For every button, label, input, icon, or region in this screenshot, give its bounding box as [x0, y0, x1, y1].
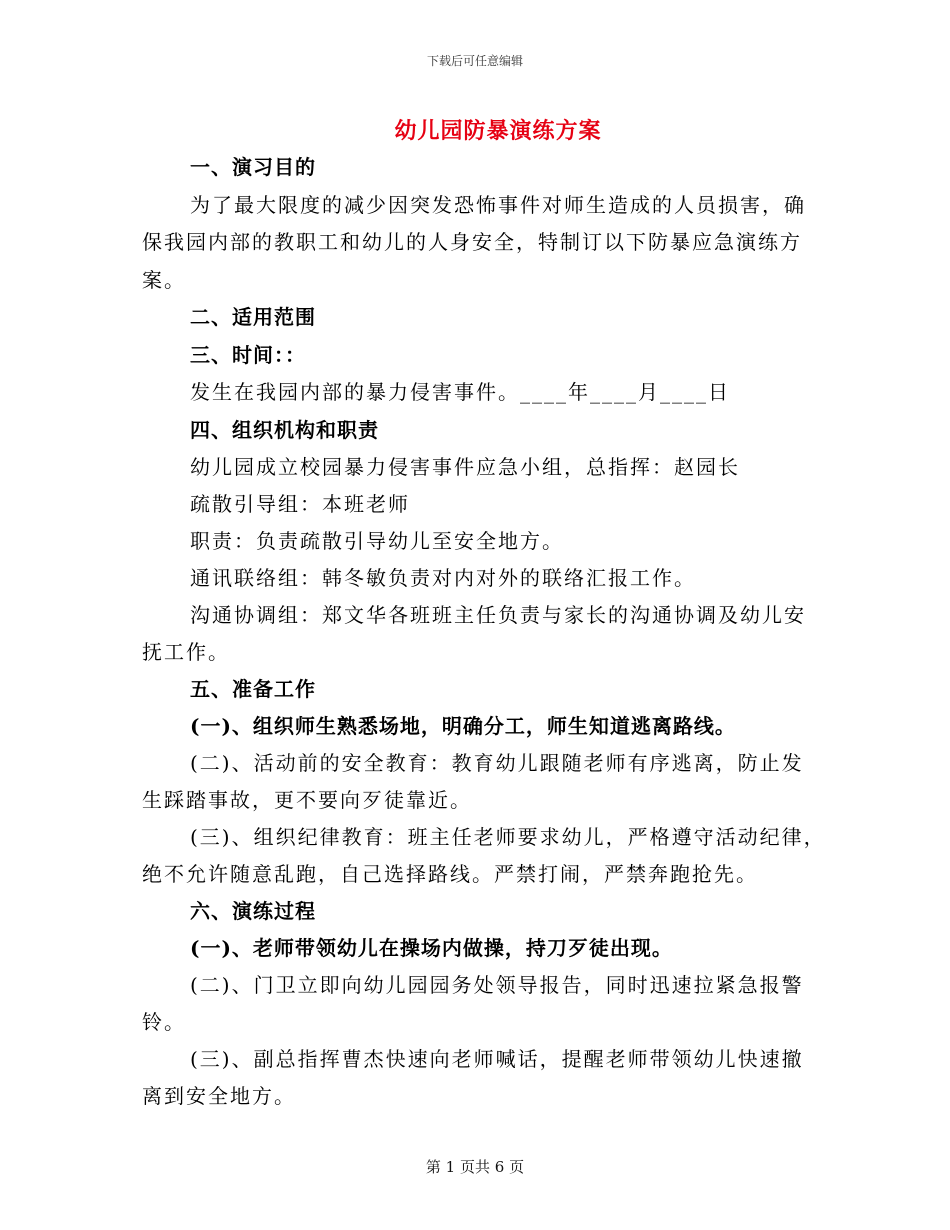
paragraph-line: 生踩踏事故，更不要向歹徒靠近。: [142, 788, 472, 812]
paragraph-line: 通讯联络组：韩冬敏负责对内对外的联络汇报工作。: [190, 566, 696, 590]
paragraph-line: 疏散引导组：本班老师: [190, 492, 410, 516]
paragraph-line: 沟通协调组：郑文华各班班主任负责与家长的沟通协调及幼儿安: [190, 603, 806, 627]
paragraph-line: 幼儿园成立校园暴力侵害事件应急小组，总指挥：赵园长: [190, 455, 740, 479]
section-heading: 六、演练过程: [190, 899, 316, 923]
paragraph-line: (二)、门卫立即向幼儿园园务处领导报告，同时迅速拉紧急报警: [190, 973, 804, 997]
paragraph-line: 抚工作。: [142, 640, 230, 664]
paragraph-line: 职责：负责疏散引导幼儿至安全地方。: [190, 529, 564, 553]
paragraph-line: (二)、活动前的安全教育：教育幼儿跟随老师有序逃离，防止发: [190, 751, 804, 775]
document-title: 幼儿园防暴演练方案: [394, 118, 602, 144]
paragraph-line: 为了最大限度的减少因突发恐怖事件对师生造成的人员损害，确: [190, 193, 806, 217]
section-heading: 三、时间：：: [190, 343, 306, 367]
paragraph-line: 发生在我园内部的暴力侵害事件。____年____月____日: [190, 380, 730, 404]
header-note: 下载后可任意编辑: [426, 54, 523, 68]
subsection-heading: (一)、老师带领幼儿在操场内做操，持刀歹徒出现。: [190, 936, 673, 960]
section-heading: 一、演习目的: [190, 155, 316, 179]
subsection-heading: (一)、组织师生熟悉场地，明确分工，师生知道逃离路线。: [190, 714, 736, 738]
section-heading: 四、组织机构和职责: [190, 418, 379, 442]
paragraph-line: (三)、组织纪律教育：班主任老师要求幼儿，严格遵守活动纪律，: [190, 825, 826, 849]
paragraph-line: 铃。: [142, 1010, 186, 1034]
section-heading: 五、准备工作: [190, 677, 316, 701]
page-footer: 第 1 页共 6 页: [425, 1158, 525, 1176]
paragraph-line: (三)、副总指挥曹杰快速向老师喊话，提醒老师带领幼儿快速撤: [190, 1047, 804, 1071]
paragraph-line: 绝不允许随意乱跑，自己选择路线。严禁打闹，严禁奔跑抢先。: [142, 862, 758, 886]
paragraph-line: 保我园内部的教职工和幼儿的人身安全，特制订以下防暴应急演练方: [142, 230, 802, 254]
paragraph-line: 案。: [142, 268, 186, 292]
paragraph-line: 离到安全地方。: [142, 1084, 296, 1108]
section-heading: 二、适用范围: [190, 305, 316, 329]
